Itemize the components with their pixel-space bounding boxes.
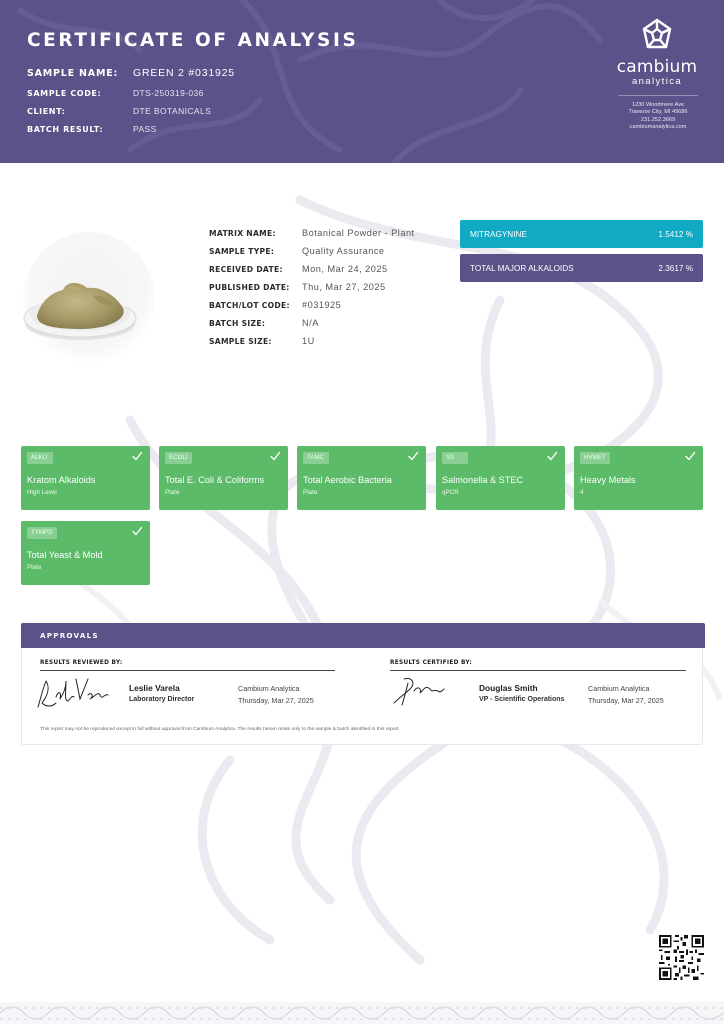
- address-line-2: Traverse City, MI 49686: [628, 109, 688, 116]
- certifier-date: Thursday, Mar 27, 2025: [588, 696, 664, 705]
- total-alkaloids-summary: [460, 254, 703, 282]
- lab-logo-name: cambium: [616, 57, 698, 77]
- test-code-badge: SS: [442, 452, 468, 464]
- sample-details: [209, 224, 415, 350]
- sample-code-label: SAMPLE CODE:: [27, 88, 102, 98]
- test-title: Kratom Alkaloids: [27, 475, 96, 485]
- reviewed-divider: [40, 670, 335, 671]
- logo-divider: [618, 95, 698, 96]
- reviewer-date: Thursday, Mar 27, 2025: [238, 696, 314, 705]
- test-code-badge: HVMET: [580, 452, 610, 464]
- test-card-yeast-mold: [21, 521, 150, 585]
- detail-row-published: [209, 278, 415, 296]
- detail-label: BATCH SIZE:: [209, 318, 266, 328]
- sample-code-value: DTS-250319-036: [133, 88, 204, 98]
- batch-result-value: PASS: [133, 124, 157, 134]
- test-code-badge: ALKU: [27, 452, 53, 464]
- test-title: Total Aerobic Bacteria: [303, 475, 392, 485]
- certifier-role: VP - Scientific Operations: [479, 696, 565, 703]
- test-method: qPCR: [442, 489, 459, 496]
- sample-name-row: [27, 65, 235, 81]
- detail-value: Botanical Powder - Plant: [302, 228, 415, 238]
- certified-divider: [390, 670, 686, 671]
- detail-row-sample-type: [209, 242, 415, 260]
- test-card-salmonella: [436, 446, 565, 510]
- client-value: DTE BOTANICALS: [133, 106, 212, 116]
- reviewer-signature: [36, 673, 112, 713]
- approvals-title: APPROVALS: [21, 623, 705, 648]
- checkmark-icon: [131, 450, 143, 462]
- report-title: CERTIFICATE OF ANALYSIS: [27, 30, 359, 51]
- certifier-signature: [390, 673, 446, 709]
- test-code-badge: TAMC: [303, 452, 329, 464]
- summary-value: 1.5412 %: [658, 229, 693, 239]
- checkmark-icon: [546, 450, 558, 462]
- address-line-1: 1230 Woodmere Ave: [631, 102, 685, 108]
- test-title: Heavy Metals: [580, 475, 636, 485]
- detail-row-sample-size: [209, 332, 415, 350]
- detail-label: SAMPLE SIZE:: [209, 336, 272, 346]
- detail-label: MATRIX NAME:: [209, 228, 276, 238]
- certifier-name: Douglas Smith: [479, 683, 538, 693]
- summary-label: MITRAGYNINE: [470, 229, 527, 239]
- client-label: CLIENT:: [27, 106, 66, 116]
- checkmark-icon: [684, 450, 696, 462]
- checkmark-icon: [269, 450, 281, 462]
- footer-pattern: [0, 1002, 724, 1024]
- test-code-badge: ECOLI: [165, 452, 192, 464]
- qr-code: [659, 935, 704, 980]
- reviewed-by-heading: RESULTS REVIEWED BY:: [40, 660, 123, 666]
- detail-row-received: [209, 260, 415, 278]
- lab-address: [600, 102, 716, 132]
- test-method: Plate: [165, 489, 180, 496]
- test-card-kratom-alkaloids: [21, 446, 150, 510]
- client-row: [27, 103, 211, 119]
- detail-value: N/A: [302, 318, 319, 328]
- test-method: High Level: [27, 489, 57, 496]
- lab-phone: 231.252.3669: [640, 116, 676, 123]
- checkmark-icon: [407, 450, 419, 462]
- batch-result-row: [27, 121, 157, 137]
- test-title: Salmonella & STEC: [442, 475, 524, 485]
- test-title: Total Yeast & Mold: [27, 550, 103, 560]
- checkmark-icon: [131, 525, 143, 537]
- lab-website: cambiumanalytica.com: [629, 124, 687, 131]
- test-card-aerobic-bacteria: [297, 446, 426, 510]
- disclaimer-text: This report may not be reproduced except in full without approval from Cambium Analytica. The results herein relate only to the sample & batch identified in this report.: [40, 727, 400, 732]
- detail-label: RECEIVED DATE:: [209, 264, 283, 274]
- lab-logo-sub: analytica: [631, 76, 683, 87]
- batch-result-label: BATCH RESULT:: [27, 124, 104, 134]
- report-header: [0, 0, 724, 163]
- detail-row-batch-lot: [209, 296, 415, 314]
- approvals-panel: [21, 623, 703, 745]
- certifier-org: Cambium Analytica: [588, 684, 650, 693]
- detail-value: Quality Assurance: [302, 246, 385, 256]
- detail-row-batch-size: [209, 314, 415, 332]
- test-method: Plate: [27, 564, 42, 571]
- reviewer-org: Cambium Analytica: [238, 684, 300, 693]
- detail-row-matrix: [209, 224, 415, 242]
- cambium-logo-icon: [640, 17, 674, 55]
- detail-value: Mon, Mar 24, 2025: [302, 264, 388, 274]
- test-code-badge: TYMPD: [27, 527, 57, 539]
- reviewer-name: Leslie Varela: [129, 683, 180, 693]
- detail-label: PUBLISHED DATE:: [209, 282, 290, 292]
- sample-photo: [23, 230, 155, 392]
- detail-value: Thu, Mar 27, 2025: [302, 282, 386, 292]
- test-card-ecoli: [159, 446, 288, 510]
- certified-by-heading: RESULTS CERTIFIED BY:: [390, 660, 473, 666]
- mitragynine-summary: [460, 220, 703, 248]
- detail-label: BATCH/LOT CODE:: [209, 300, 290, 310]
- test-method: 4: [580, 489, 584, 496]
- test-card-heavy-metals: [574, 446, 703, 510]
- reviewer-role: Laboratory Director: [129, 696, 195, 703]
- sample-name-label: SAMPLE NAME:: [27, 67, 119, 79]
- sample-name-value: GREEN 2 #031925: [133, 67, 235, 79]
- detail-value: 1U: [302, 336, 315, 346]
- summary-label: TOTAL MAJOR ALKALOIDS: [470, 263, 574, 273]
- sample-code-row: [27, 85, 204, 101]
- detail-label: SAMPLE TYPE:: [209, 246, 275, 256]
- summary-value: 2.3617 %: [658, 263, 693, 273]
- test-title: Total E. Coli & Coliforms: [165, 475, 265, 485]
- detail-value: #031925: [302, 300, 342, 310]
- test-method: Plate: [303, 489, 318, 496]
